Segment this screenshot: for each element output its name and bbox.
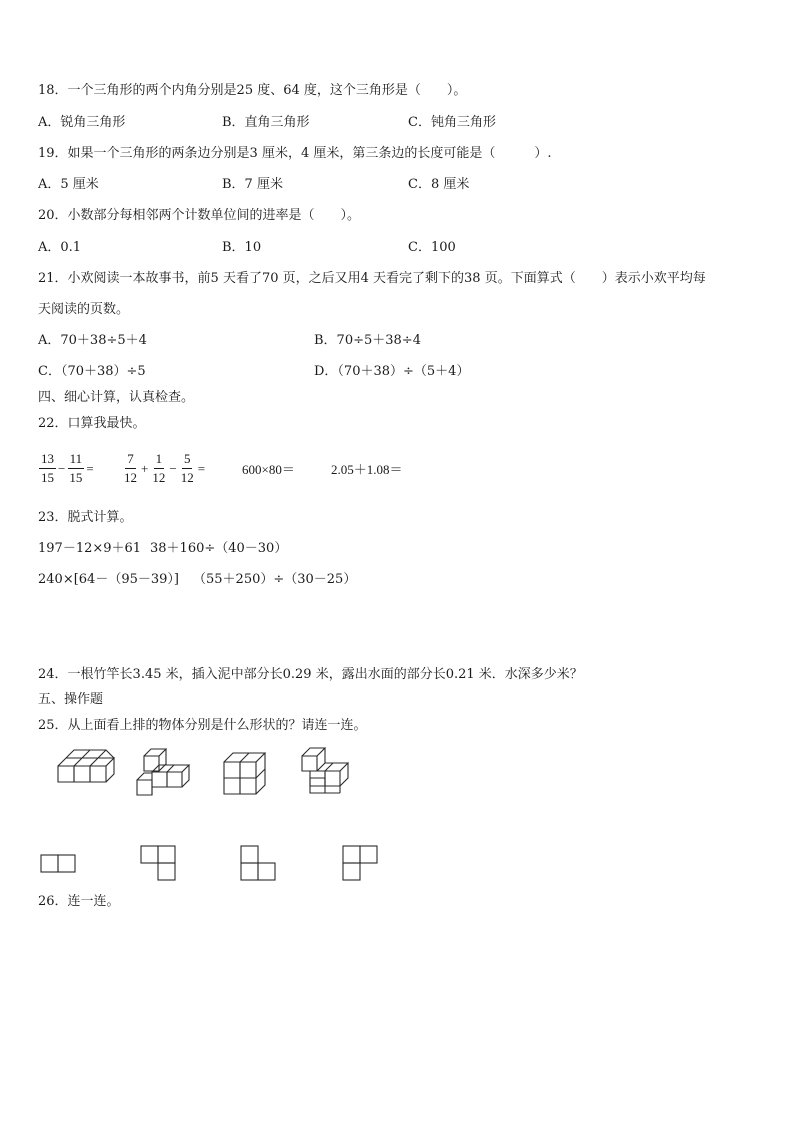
q23-stem: 23．脱式计算。 — [38, 510, 133, 525]
top-view-2-figure — [141, 846, 175, 880]
q24-stem: 24．一根竹竿长3.45 米，插入泥中部分长0.29 米，露出水面的部分长0.21 米．水深多少米？ — [38, 667, 583, 682]
fraction: $\frac{1}{12}$ — [152, 451, 166, 485]
cube-stack-4-figure — [302, 748, 348, 793]
cube-stack-2-figure — [137, 749, 189, 795]
q23-expression-2: 38＋160÷（40－30） — [150, 541, 288, 556]
q25-stem: 25．从上面看上排的物体分别是什么形状的？请连一连。 — [38, 718, 367, 733]
q18-stem: 18．一个三角形的两个内角分别是25 度、64 度，这个三角形是（ ）。 — [38, 83, 467, 98]
cube-stack-1-figure — [58, 750, 114, 782]
cube-stack-3-figure — [224, 753, 265, 794]
q19-stem: 19．如果一个三角形的两条边分别是3 厘米，4 厘米，第三条边的长度可能是（ ）. — [38, 146, 552, 161]
q21-option-a: A．70＋38÷5＋4 — [38, 333, 147, 348]
fraction: $\frac{5}{12}$ — [180, 451, 194, 485]
top-view-4-figure — [343, 846, 377, 880]
q21-stem-line1: 21．小欢阅读一本故事书，前5 天看了70 页，之后又用4 天看完了剩下的38 页。下面算式（ ）表示小欢平均每 — [38, 271, 706, 286]
q20-option-a: A．0.1 — [38, 240, 82, 255]
q21-option-d: D．（70＋38）÷（5＋4） — [314, 364, 470, 379]
q21-option-b: B．70÷5＋38÷4 — [314, 333, 421, 348]
q20-option-b: B．10 — [222, 240, 262, 255]
top-view-1-figure — [41, 855, 75, 872]
q21-stem-line2: 天阅读的页数。 — [38, 302, 130, 317]
q19-option-b: B．7 厘米 — [222, 177, 283, 192]
q26-stem: 26．连一连。 — [38, 894, 120, 909]
q22-expression-2: $\frac{7}{12}$ + $\frac{1}{12}$ − $\frac{5}{12}$ = — [124, 451, 206, 485]
top-views-row — [38, 843, 383, 883]
q23-expression-4: （55＋250）÷（30－25） — [193, 572, 357, 587]
q19-option-a: A．5 厘米 — [38, 177, 99, 192]
cube-objects-row — [40, 742, 380, 804]
q23-expression-3: 240×[64－（95－39）] — [38, 572, 179, 587]
section-4-heading: 四、细心计算，认真检查。 — [38, 390, 195, 405]
q19-option-c: C．8 厘米 — [408, 177, 470, 192]
fraction: $\frac{13}{15}$ — [41, 451, 54, 485]
q18-option-c: C．钝角三角形 — [408, 115, 496, 130]
q18-option-a: A．锐角三角形 — [38, 115, 126, 130]
q23-expression-1: 197－12×9＋61 — [38, 541, 142, 556]
q18-option-b: B．直角三角形 — [222, 115, 310, 130]
q22-stem: 22．口算我最快。 — [38, 416, 146, 431]
q20-option-c: C．100 — [408, 240, 456, 255]
fraction: $\frac{7}{12}$ — [124, 451, 137, 485]
fraction: $\frac{11}{15}$ — [69, 451, 83, 485]
q22-expression-3: 600×80＝ — [242, 462, 295, 477]
q21-option-c: C．（70＋38）÷5 — [38, 364, 146, 379]
q22-expression-1: $\frac{13}{15}$ − $\frac{11}{15}$ = — [41, 451, 94, 485]
q22-expression-4: 2.05＋1.08＝ — [331, 462, 403, 477]
top-view-3-figure — [241, 846, 275, 880]
q20-stem: 20．小数部分每相邻两个计数单位间的进率是（ ）。 — [38, 208, 361, 223]
section-5-heading: 五、操作题 — [38, 692, 104, 707]
